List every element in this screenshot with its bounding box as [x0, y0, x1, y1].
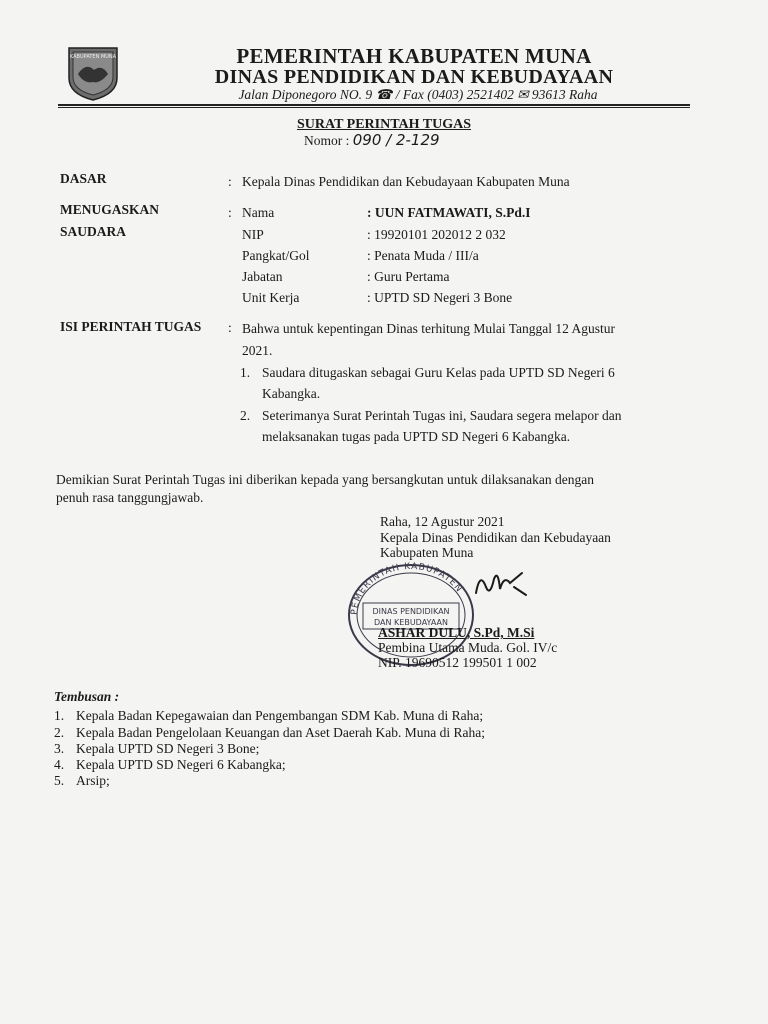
- isi-item-line1: Seterimanya Surat Perintah Tugas ini, Saudara segera melapor dan: [262, 408, 622, 423]
- isi-item-line1: Saudara ditugaskan sebagai Guru Kelas pada UPTD SD Negeri 6: [262, 365, 615, 380]
- saudara-label: SAUDARA: [60, 224, 127, 239]
- field-value-unit: : UPTD SD Negeri 3 Bone: [367, 290, 513, 305]
- menugaskan-colon: :: [228, 205, 232, 220]
- cc-num: 1.: [54, 708, 65, 723]
- header-line1: PEMERINTAH KABUPATEN MUNA: [236, 44, 592, 68]
- header-rule-thick: [58, 104, 690, 106]
- field-value-nip: : 19920101 202012 2 032: [367, 227, 506, 242]
- cc-text: Kepala UPTD SD Negeri 3 Bone;: [76, 741, 260, 756]
- field-value-jabatan: : Guru Pertama: [367, 269, 450, 284]
- isi-intro-line1: Bahwa untuk kepentingan Dinas terhitung Mulai Tanggal 12 Agustur: [242, 321, 615, 336]
- isi-item-line2: Kabangka.: [262, 386, 321, 401]
- field-value-pangkat: : Penata Muda / III/a: [367, 248, 479, 263]
- dasar-label: DASAR: [60, 171, 107, 186]
- field-key-nip: NIP: [242, 227, 264, 242]
- sign-nip: NIP. 19690512 199501 1 002: [378, 655, 537, 670]
- field-key-pangkat: Pangkat/Gol: [242, 248, 310, 263]
- isi-colon: :: [228, 320, 232, 335]
- closing-line2: penuh rasa tanggungjawab.: [56, 490, 204, 505]
- isi-label: ISI PERINTAH TUGAS: [60, 319, 202, 334]
- isi-item-num: 2.: [240, 408, 251, 423]
- stamp-inner-line2: DAN KEBUDAYAAN: [374, 618, 448, 627]
- sign-position2: Kabupaten Muna: [380, 545, 474, 560]
- cc-num: 3.: [54, 741, 65, 756]
- dasar-colon: :: [228, 174, 232, 189]
- field-value-nama: : UUN FATMAWATI, S.Pd.I: [367, 205, 531, 220]
- cc-text: Kepala Badan Pengelolaan Keuangan dan Aset Daerah Kab. Muna di Raha;: [76, 725, 485, 740]
- cc-num: 5.: [54, 773, 65, 788]
- header-address: Jalan Diponegoro NO. 9 ☎ / Fax (0403) 2521402 ✉ 93613 Raha: [238, 87, 598, 102]
- isi-item-num: 1.: [240, 365, 251, 380]
- dasar-value: Kepala Dinas Pendidikan dan Kebudayaan Kabupaten Muna: [242, 174, 570, 189]
- stamp-outer-text: PEMERINTAH KABUPATEN: [349, 561, 465, 616]
- nomor-value: 090 / 2-129: [352, 131, 440, 149]
- cc-text: Arsip;: [76, 773, 110, 788]
- closing-line1: Demikian Surat Perintah Tugas ini diberikan kepada yang bersangkutan untuk dilaksanakan dengan: [56, 472, 595, 487]
- cc-num: 4.: [54, 757, 65, 772]
- logo-text: KABUPATEN MUNA: [69, 54, 117, 60]
- cc-text: Kepala Badan Kepegawaian dan Pengembangan SDM Kab. Muna di Raha;: [76, 708, 484, 723]
- sign-position1: Kepala Dinas Pendidikan dan Kebudayaan: [380, 530, 611, 545]
- letter-title: SURAT PERINTAH TUGAS: [296, 117, 471, 132]
- sign-rank: Pembina Utama Muda. Gol. IV/c: [378, 640, 558, 655]
- signature-mark: [470, 565, 530, 605]
- nomor-label: Nomor :: [304, 133, 350, 148]
- cc-num: 2.: [54, 725, 65, 740]
- sign-place-date: Raha, 12 Agustur 2021: [380, 514, 505, 529]
- menugaskan-label: MENUGASKAN: [60, 202, 160, 217]
- tembusan-label: Tembusan :: [54, 689, 120, 704]
- isi-item-line2: melaksanakan tugas pada UPTD SD Negeri 6 Kabangka.: [262, 429, 571, 444]
- cc-text: Kepala UPTD SD Negeri 6 Kabangka;: [76, 757, 286, 772]
- isi-intro-line2: 2021.: [242, 343, 273, 358]
- letter-number: [304, 131, 440, 149]
- header-line2: DINAS PENDIDIKAN DAN KEBUDAYAAN: [214, 66, 614, 88]
- field-key-jabatan: Jabatan: [242, 269, 283, 284]
- field-key-unit: Unit Kerja: [242, 290, 300, 305]
- stamp-inner-line1: DINAS PENDIDIKAN: [372, 607, 450, 616]
- sign-name: ASHAR DULU, S.Pd, M.Si: [378, 625, 535, 640]
- field-key-nama: Nama: [242, 205, 275, 220]
- header-rule-thin: [58, 107, 690, 108]
